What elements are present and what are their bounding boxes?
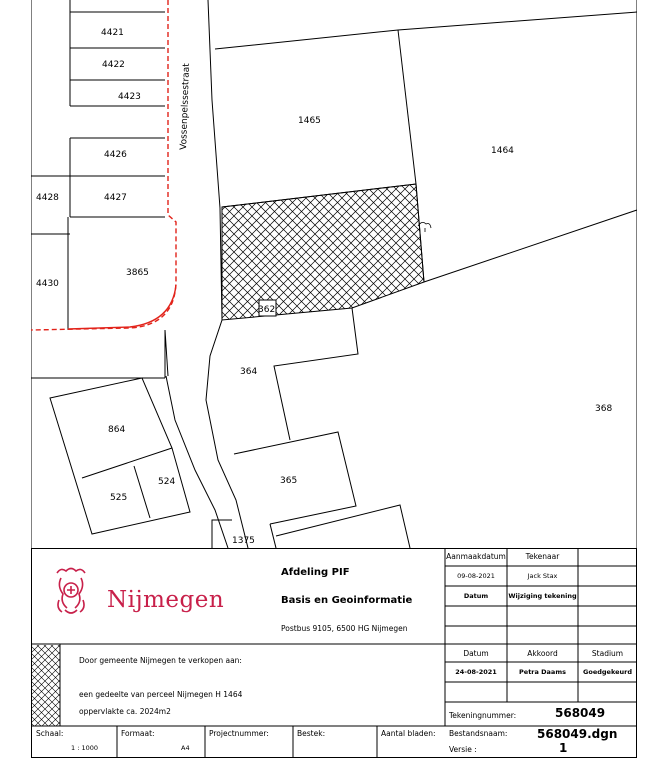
- address-label: Postbus 9105, 6500 HG Nijmegen: [281, 624, 408, 633]
- header-approval-datum: Datum: [463, 649, 489, 658]
- approver-name: Petra Daams: [519, 668, 566, 676]
- version-number: 1: [559, 741, 568, 755]
- header-akkoord: Akkoord: [527, 649, 558, 658]
- parcel-label: 3865: [126, 268, 149, 278]
- parcel-label: 864: [108, 425, 126, 435]
- parcel-label: 525: [110, 493, 128, 503]
- scale-label: Schaal:: [36, 729, 64, 738]
- parcel-label: 4430: [36, 279, 59, 289]
- format-label: Formaat:: [121, 729, 155, 738]
- sheet-count-label: Aantal bladen:: [381, 729, 436, 738]
- parcel-label: 368: [595, 404, 613, 414]
- bestek-label: Bestek:: [297, 729, 326, 738]
- file-name-label: Bestandsnaam:: [449, 729, 508, 738]
- project-number-label: Projectnummer:: [209, 729, 269, 738]
- drafter-name: Jack Stax: [527, 572, 558, 580]
- nijmegen-logo-icon: [57, 569, 85, 614]
- nijmegen-logo-text: Nijmegen: [107, 587, 225, 613]
- version-label: Versie :: [449, 745, 477, 754]
- parcel-label: 365: [280, 476, 298, 486]
- header-tekenaar: Tekenaar: [525, 552, 560, 561]
- street-name-label: Vossenpelssestraat: [179, 63, 193, 151]
- header-stadium: Stadium: [591, 649, 624, 658]
- header-aanmaakdatum: Aanmaakdatum: [446, 552, 506, 561]
- parcel-label: 4422: [102, 60, 125, 70]
- header-datum: Datum: [463, 592, 489, 600]
- approval-date: 24-08-2021: [455, 668, 497, 676]
- parcel-label: 4426: [104, 150, 127, 160]
- parcel-label: 1465: [298, 116, 321, 126]
- parcel-label: 362: [258, 305, 276, 315]
- drawing-number-label: Tekeningnummer:: [449, 711, 517, 720]
- creation-date: 09-08-2021: [457, 572, 495, 580]
- legend-hatch-swatch: [32, 645, 60, 726]
- description-line-3: oppervlakte ca. 2024m2: [79, 707, 171, 716]
- description-line-1: Door gemeente Nijmegen te verkopen aan:: [79, 656, 242, 665]
- parcel-label: 1375: [232, 536, 255, 546]
- parcel-label: 4427: [104, 193, 127, 203]
- format-value: A4: [181, 744, 190, 752]
- drawing-number: 568049: [555, 706, 606, 720]
- title-block: [31, 548, 637, 758]
- file-name: 568049.dgn: [537, 727, 618, 741]
- header-wijziging: Wijziging tekening: [508, 592, 577, 600]
- approval-status: Goedgekeurd: [583, 668, 632, 676]
- parcel-label: 4421: [101, 28, 124, 38]
- parcel-label: 4423: [118, 92, 141, 102]
- parcel-label: 524: [158, 477, 176, 487]
- sale-area-hatched: [222, 184, 424, 320]
- parcel-label: 1464: [491, 146, 514, 156]
- description-line-2: een gedeelte van perceel Nijmegen H 1464: [79, 690, 243, 699]
- parcel-label: 4428: [36, 193, 59, 203]
- parcel-label: 364: [240, 367, 258, 377]
- scale-value: 1 : 1000: [71, 744, 98, 752]
- department-label: Afdeling PIF: [281, 567, 350, 578]
- unit-label: Basis en Geoinformatie: [281, 595, 413, 606]
